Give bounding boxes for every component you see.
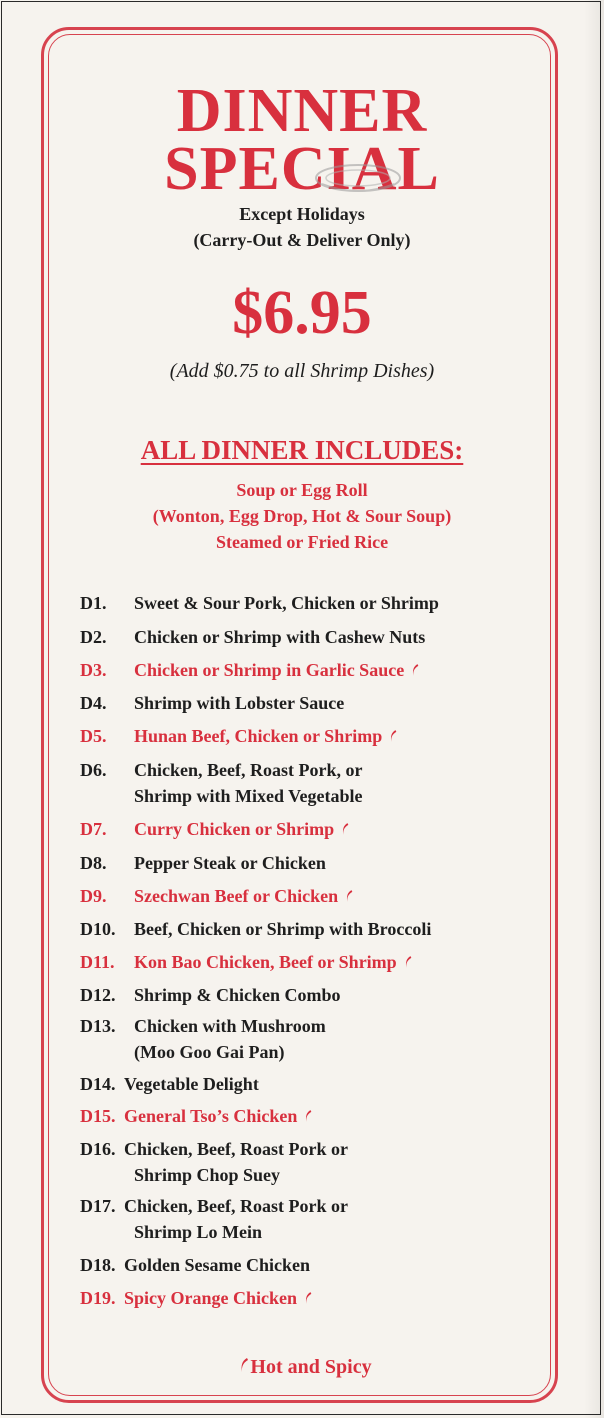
menu-item-code: D2. [80, 627, 107, 647]
menu-item-name-line-2: Shrimp Chop Suey [134, 1165, 281, 1185]
menu-item-name-text: Hunan Beef, Chicken or Shrimp [134, 726, 383, 746]
menu-item-name [134, 690, 344, 716]
hot-pepper-icon [388, 725, 398, 751]
menu-item [80, 757, 520, 809]
menu-item-name-text: Sweet & Sour Pork, Chicken or Shrimp [134, 593, 439, 613]
menu-item-name-text: Pepper Steak or Chicken [134, 853, 326, 873]
menu-item-name [124, 1136, 348, 1162]
title-line-1: DINNER [176, 77, 428, 145]
menu-item-code: D1. [80, 593, 107, 613]
includes-heading: ALL DINNER INCLUDES: [140, 435, 464, 465]
hot-pepper-icon [403, 951, 413, 977]
menu-item [80, 1252, 520, 1278]
menu-item [80, 723, 520, 749]
menu-item-name [134, 850, 326, 876]
menu-item [80, 1285, 520, 1311]
menu-item-name [124, 1103, 313, 1131]
menu-item [80, 850, 520, 876]
menu-item-name [124, 1252, 310, 1278]
menu-item-name-line-2: Shrimp Lo Mein [134, 1222, 263, 1242]
hot-pepper-icon [303, 1105, 313, 1131]
menu-item [80, 590, 520, 616]
menu-item-name [134, 657, 420, 685]
title-line-2: SPECIAL [164, 135, 440, 203]
menu-item-code: D18. [80, 1255, 116, 1275]
menu-item-name [134, 757, 362, 783]
menu-item-name [134, 1013, 326, 1039]
menu-item-name-text: Chicken, Beef, Roast Pork, or [134, 760, 363, 780]
menu-item-name [124, 1285, 313, 1313]
menu-item-name-text: Chicken or Shrimp with Cashew Nuts [134, 627, 426, 647]
menu-item-name-text: Spicy Orange Chicken [124, 1288, 298, 1308]
hot-pepper-icon [238, 1356, 250, 1380]
menu-item-code: D5. [80, 726, 107, 746]
menu-item [80, 1103, 520, 1129]
menu-item [80, 916, 520, 942]
menu-item-name-text: Chicken with Mushroom [134, 1016, 326, 1036]
menu-item-code: D6. [80, 760, 107, 780]
menu-item [80, 1071, 520, 1097]
legend-label: Hot and Spicy [250, 1356, 372, 1378]
includes-line-2: (Wonton, Egg Drop, Hot & Sour Soup) [152, 506, 452, 526]
menu-item-name-text: Chicken or Shrimp in Garlic Sauce [134, 660, 405, 680]
menu-item-name-text: Shrimp & Chicken Combo [134, 985, 341, 1005]
menu-item-code: D9. [80, 886, 107, 906]
menu-item-name-text: General Tso’s Chicken [124, 1106, 298, 1126]
menu-item-name [124, 1071, 259, 1097]
menu-item-code: D12. [80, 985, 116, 1005]
note-carryout: (Carry-Out & Deliver Only) [193, 230, 411, 250]
menu-item-name [134, 982, 341, 1008]
menu-item-name [124, 1193, 348, 1219]
menu-item-name [134, 883, 354, 911]
menu-item [80, 883, 520, 909]
hot-pepper-icon [344, 885, 354, 911]
menu-item-name-text: Chicken, Beef, Roast Pork or [124, 1139, 348, 1159]
menu-item-code: D11. [80, 952, 115, 972]
menu-item [80, 949, 520, 975]
menu-item [80, 690, 520, 716]
menu-item [80, 624, 520, 650]
menu-item-code: D14. [80, 1074, 116, 1094]
menu-item-code: D10. [80, 919, 116, 939]
menu-item [80, 1193, 520, 1245]
menu-item [80, 816, 520, 842]
menu-item-name-text: Shrimp with Lobster Sauce [134, 693, 345, 713]
menu-item-code: D15. [80, 1106, 116, 1126]
price: $6.95 [232, 279, 372, 347]
menu-item-name-line-2: (Moo Goo Gai Pan) [134, 1042, 285, 1062]
includes-line-3: Steamed or Fried Rice [215, 532, 389, 552]
menu-item-code: D7. [80, 819, 107, 839]
menu-item-name [134, 916, 431, 942]
menu-item-code: D16. [80, 1139, 116, 1159]
menu-item-name-text: Beef, Chicken or Shrimp with Broccoli [134, 919, 432, 939]
shrimp-addon-note: (Add $0.75 to all Shrimp Dishes) [169, 360, 435, 382]
menu-item-code: D4. [80, 693, 107, 713]
menu-item-name-text: Kon Bao Chicken, Beef or Shrimp [134, 952, 397, 972]
menu-item-name-text: Chicken, Beef, Roast Pork or [124, 1196, 348, 1216]
menu-item-code: D13. [80, 1016, 116, 1036]
menu-item-name [134, 816, 350, 844]
menu-item [80, 1136, 520, 1188]
note-holidays: Except Holidays [239, 204, 365, 224]
menu-item [80, 657, 520, 683]
hot-pepper-icon [303, 1287, 313, 1313]
menu-item-code: D8. [80, 853, 107, 873]
includes-line-1: Soup or Egg Roll [236, 480, 368, 500]
menu-item-code: D19. [80, 1288, 116, 1308]
menu-item-name-text: Szechwan Beef or Chicken [134, 886, 339, 906]
legend [0, 1356, 604, 1380]
menu-item-code: D3. [80, 660, 107, 680]
hot-pepper-icon [340, 818, 350, 844]
hot-pepper-icon [410, 659, 420, 685]
watermark-stamp-icon [312, 158, 404, 196]
menu-item-name-text: Golden Sesame Chicken [124, 1255, 311, 1275]
menu-item-name [134, 590, 439, 616]
menu-item-name-text: Curry Chicken or Shrimp [134, 819, 335, 839]
menu-item-name [134, 723, 398, 751]
menu-item [80, 982, 520, 1008]
menu-item [80, 1013, 520, 1065]
menu-item-name [134, 624, 425, 650]
menu-item-name [134, 949, 413, 977]
menu-item-code: D17. [80, 1196, 116, 1216]
menu-item-name-line-2: Shrimp with Mixed Vegetable [134, 786, 363, 806]
menu-item-name-text: Vegetable Delight [124, 1074, 259, 1094]
